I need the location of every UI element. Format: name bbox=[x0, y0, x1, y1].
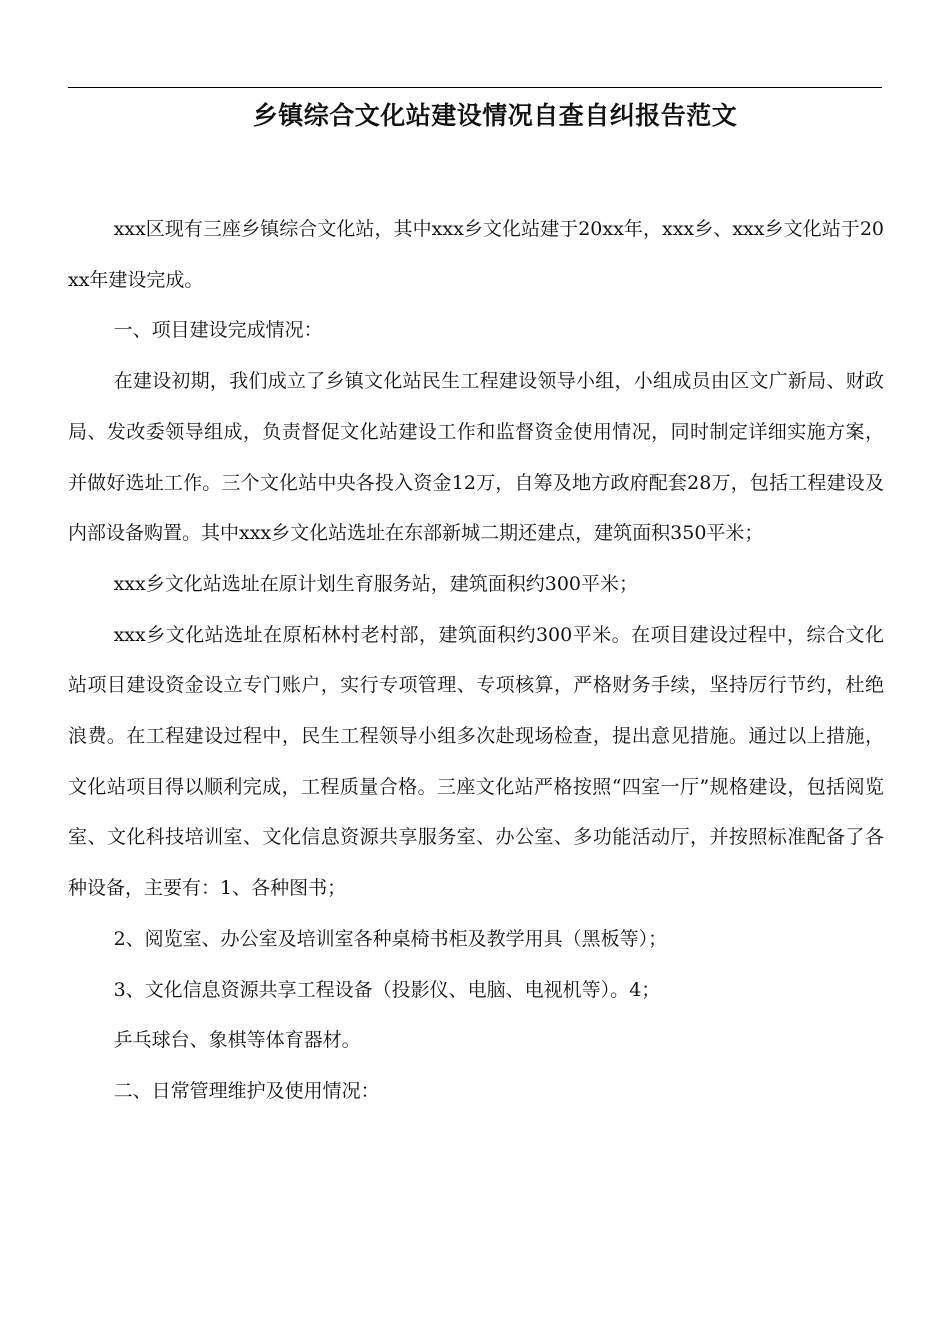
document-body bbox=[68, 204, 884, 1117]
body-paragraph: xxx乡文化站选址在原计划生育服务站，建筑面积约300平米； bbox=[113, 572, 639, 595]
list-item: 3、文化信息资源共享工程设备（投影仪、电脑、电视机等）。4； bbox=[113, 978, 661, 1001]
list-item: 乒乓球台、象棋等体育器材。 bbox=[113, 1029, 361, 1052]
body-paragraph: 在建设初期，我们成立了乡镇文化站民生工程建设领导小组，小组成员由区文广新局、财政局、发改委领导组成，负责督促文化站建设工作和监督资金使用情况，同时制定详细实施方案，并做好选址工作。三个文化站中央各投入资金12万，自筹及地方政府配套28万，包括工程建设及内部设备购置。其中xxx乡文化站选址在东部新城二期还建点，建筑面积350平米； bbox=[68, 370, 884, 545]
header-rule bbox=[68, 87, 882, 88]
section-heading-2: 二、日常管理维护及使用情况： bbox=[113, 1079, 380, 1102]
body-paragraph: xxx乡文化站选址在原柘林村老村部，建筑面积约300平米。在项目建设过程中，综合文化站项目建设资金设立专门账户，实行专项管理、专项核算，严格财务手续，坚持厉行节约，杜绝浪费。在工程建设过程中，民生工程领导小组多次赴现场检查，提出意见措施。通过以上措施，文化站项目得以顺利完成，工程质量合格。三座文化站严格按照“四室一厅”规格建设，包括阅览室、文化科技培训室、文化信息资源共享服务室、办公室、多功能活动厅，并按照标准配备了各种设备，主要有：1、各种图书； bbox=[68, 623, 884, 900]
list-item: 2、阅览室、办公室及培训室各种桌椅书柜及教学用具（黑板等）； bbox=[113, 927, 668, 950]
document-title: 乡镇综合文化站建设情况自查自纠报告范文 bbox=[252, 101, 738, 130]
intro-paragraph: xxx区现有三座乡镇综合文化站，其中xxx乡文化站建于20xx年，xxx乡、xxx乡文化站于20xx年建设完成。 bbox=[68, 218, 884, 291]
section-heading-1: 一、项目建设完成情况： bbox=[113, 319, 323, 342]
